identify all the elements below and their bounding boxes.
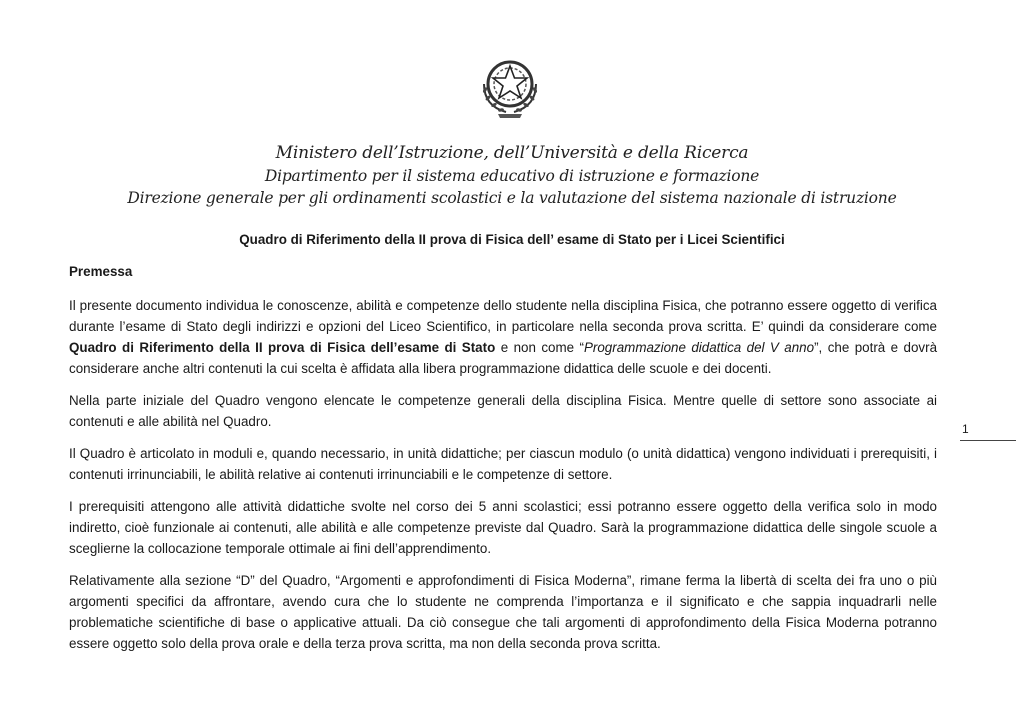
paragraph-intro-text-a: Il presente documento individua le conoscenze, abilità e competenze dello studente nella disciplina Fisica, che potranno essere oggetto di verifica durante l’esame di Stato degli indirizzi e opzioni del Liceo Scientifico, in particolare nella seconda prova scritta. E’ quindi da considerare come — [69, 298, 937, 334]
page-number: 1 — [962, 422, 969, 436]
paragraph-intro-text-e: ”, che potrà e dovrà considerare anche altri contenuti la cui scelta è affidata alla libera programmazione didattica delle scuole e dei docenti. — [69, 340, 938, 376]
section-heading-premessa: Premessa — [69, 264, 133, 279]
page-number-rule — [960, 440, 1016, 441]
paragraph-intro-bold: Quadro di Riferimento della II prova di Fisica dell’esame di Stato — [69, 340, 496, 355]
document-title: Quadro di Riferimento della II prova di Fisica dell’ esame di Stato per i Licei Scientifici — [239, 232, 785, 247]
paragraph-prerequisites: I prerequisiti attengono alle attività didattiche svolte nel corso dei 5 anni scolastici; essi potranno essere oggetto della verifica solo in modo indiretto, cioè funzionale ai contenuti, alle abilità e alle competenze previste dal Quadro. Sarà la programmazione didattica delle singole scuole a sceglierne la collocazione temporale ottimale ai fini dell’apprendimento. — [69, 499, 937, 556]
paragraph-competences: Nella parte iniziale del Quadro vengono elencate le competenze generali della disciplina Fisica. Mentre quelle di settore sono associate ai contenuti e alle abilità nel Quadro. — [69, 393, 937, 429]
paragraph-intro-text-c: e non come “ — [495, 340, 584, 355]
paragraph-section-d: Relativamente alla sezione “D” del Quadro, “Argomenti e approfondimenti di Fisica Moderna”, rimane ferma la libertà di scelta dei fra uno o più argomenti specifici da affrontare, avendo cura che lo studente ne comprenda l’importanza e il significato e che sappia inquadrarli nelle problematiche scientifiche di base o applicative attuali. Da ciò consegue che tali argomenti di approfondimento della Fisica Moderna potranno essere oggetto solo della prova orale e della terza prova scritta, ma non della seconda prova scritta. — [69, 573, 937, 651]
ministry-name: Ministero dell’Istruzione, dell’Università e della Ricerca — [275, 143, 749, 163]
department-name: Dipartimento per il sistema educativo di istruzione e formazione — [264, 167, 760, 185]
paragraph-structure: Il Quadro è articolato in moduli e, quando necessario, in unità didattiche; per ciascun modulo (o unità didattica) vengono individuati i prerequisiti, i contenuti irrinunciabili, le abilità relative ai contenuti irrinunciabili e le competenze di settore. — [69, 446, 937, 482]
paragraph-intro — [69, 295, 937, 379]
italian-republic-emblem-icon — [470, 48, 550, 122]
directorate-name: Direzione generale per gli ordinamenti scolastici e la valutazione del sistema nazionale di istruzione — [127, 189, 897, 207]
paragraph-intro-italic: Programmazione didattica del V anno — [583, 340, 815, 355]
